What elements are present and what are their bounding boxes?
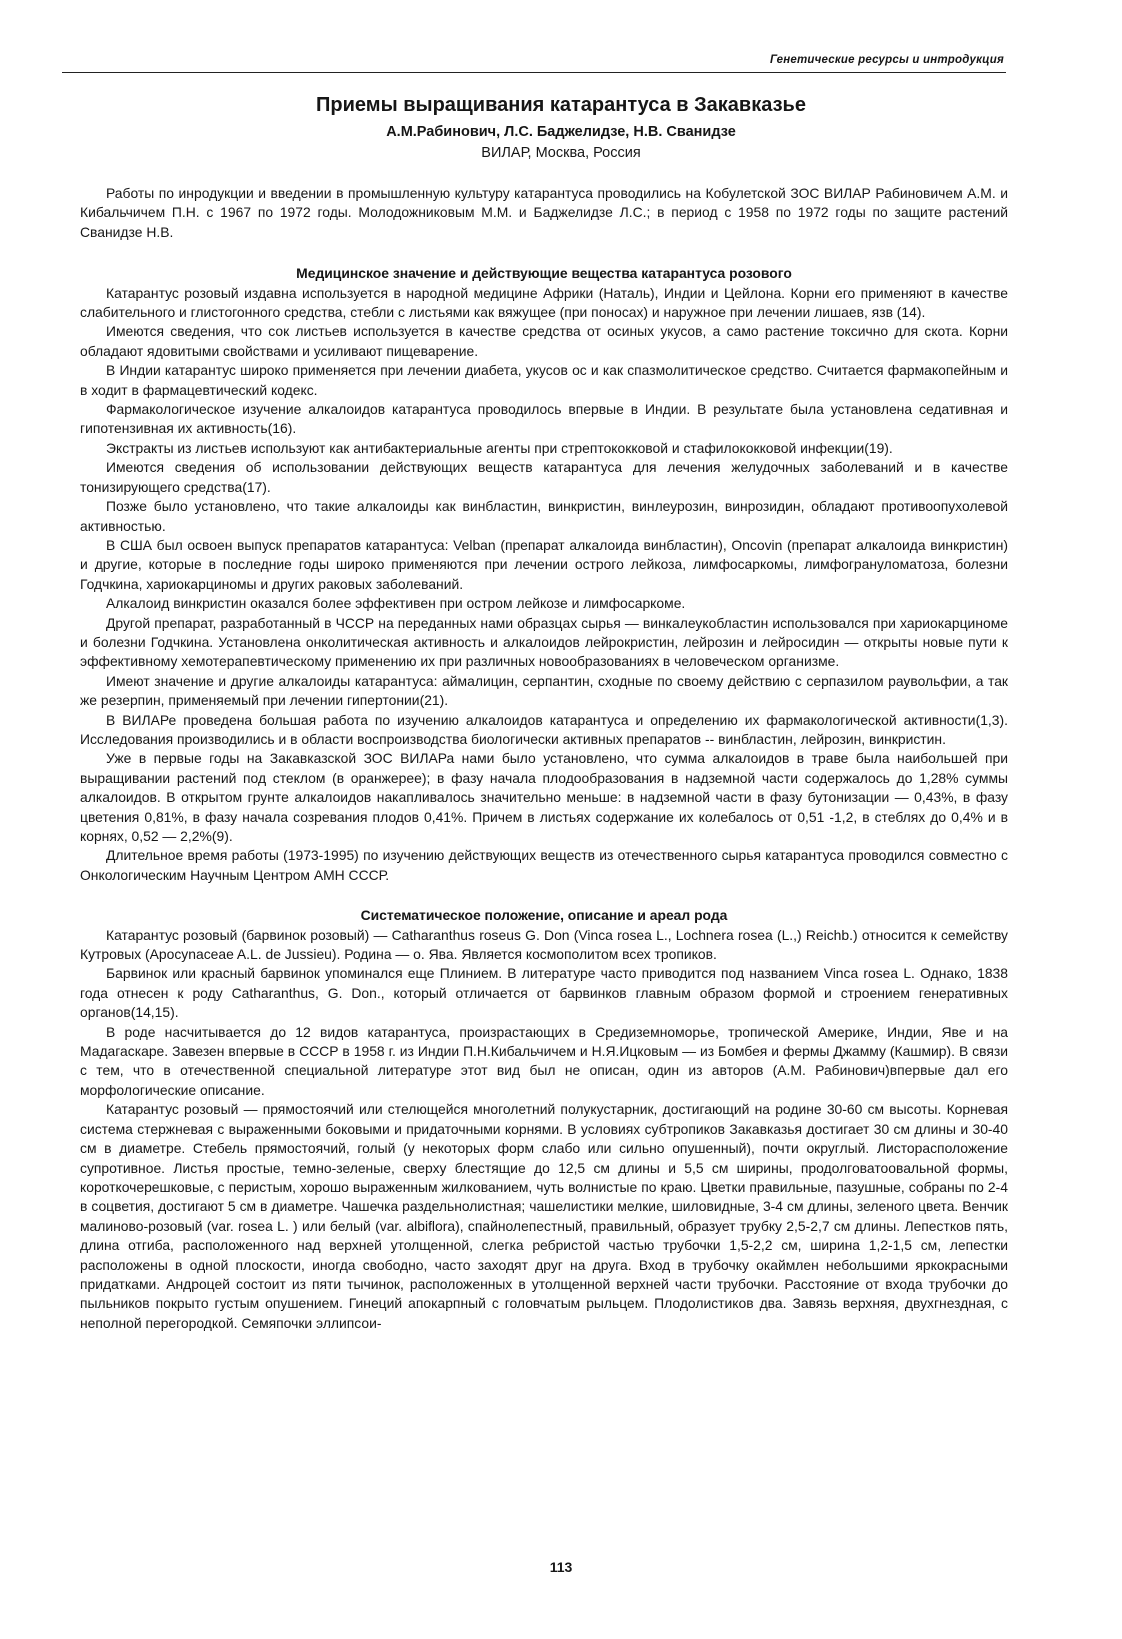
- article-body: [80, 184, 1008, 1333]
- paragraph: Барвинок или красный барвинок упоминался еще Плинием. В литературе часто приводится под названием Vinca rosea L. Однако, 1838 года отнесен к роду Catharanthus, G. Don., который отличается от барвинков главным образом формой и строением генеративных органов(14,15).: [80, 965, 1008, 1021]
- section-heading-medical: Медицинское значение и действующие вещества катарантуса розового: [296, 265, 792, 282]
- header-rule: [62, 72, 1006, 73]
- paragraph: Катарантус розовый (барвинок розовый) — Catharanthus roseus G. Don (Vinca rosea L., Lochnera rosea (L.,) Reichb.) относится к семейству Кутровых (Apocynaceae A.L. de Jussieu). Родина — о. Ява. Является космополитом всех тропиков.: [80, 926, 1008, 963]
- article-title: Приемы выращивания катарантуса в Закавказье: [316, 94, 806, 116]
- page-number: 113: [549, 1559, 573, 1575]
- paragraph: Экстракты из листьев используют как антибактериальные агенты при стрептококковой и стафилококковой инфекции(19).: [106, 439, 893, 456]
- paragraph: В США был освоен выпуск препаратов катарантуса: Velban (препарат алкалоида винбластин), Oncovin (препарат алкалоида винкристин) и другие, которые в последние годы широко применяются при лечении острого лейкоза, лимфосаркомы, лимфогрануломатоза, болезни Годчкина, хариокарциномы и других раковых заболеваний.: [80, 536, 1008, 592]
- paragraph: Имеют значение и другие алкалоиды катарантуса: аймалицин, серпантин, сходные по своему действию с серпазилом раувольфии, а так же резерпин, применяемый при лечении гипертонии(21).: [80, 672, 1008, 709]
- paragraph: Длительное время работы (1973-1995) по изучению действующих веществ из отечественного сырья катарантуса проводился совместно с Онкологическим Научным Центром АМН СССР.: [80, 847, 1008, 883]
- paragraph: В роде насчитывается до 12 видов катарантуса, произрастающих в Средиземноморье, тропической Америке, Индии, Яве и на Мадагаскаре. Завезен впервые в СССР в 1958 г. из Индии П.Н.Кибальчичем и Н.Я.Ицковым — из Бомбея и фермы Джамму (Кашмир). В связи с тем, что в отечественной специальной литературе этот вид был не описан, один из авторов (А.М. Рабинович)впервые дал его морфологические описание.: [80, 1023, 1008, 1098]
- paragraph: Позже было установлено, что такие алкалоиды как винбластин, винкристин, винлеурозин, винрозидин, обладают противоопухолевой активностью.: [80, 498, 1008, 534]
- paragraph: Катарантус розовый издавна используется в народной медицине Африки (Наталь), Индии и Цейлона. Корни его применяют в качестве слабительного и глистогонного средства, стебли с листьями как вяжущее (при поносах) и наружное при лечении лишаев, язв (14).: [80, 284, 1008, 321]
- intro-paragraph: Работы по инродукции и введении в промышленную культуру катарантуса проводились на Кобулетской ЗОС ВИЛАР Рабиновичем А.М. и Кибальчичем П.Н. с 1967 по 1972 годы. Молодожниковым М.М. и Баджелидзе Л.С.; в период с 1958 по 1972 годы по защите растений Сванидзе Н.В.: [80, 185, 1008, 240]
- paragraph: В Индии катарантус широко применяется при лечении диабета, укусов ос и как спазмолитическое средство. Считается фармакопейным и в ходит в фармацевтический кодекс.: [80, 362, 1008, 398]
- paragraph: Имеются сведения, что сок листьев используется в качестве средства от осиных укусов, а само растение токсично для скота. Корни обладают ядовитыми свойствами и усиливают пищеварение.: [80, 323, 1008, 359]
- paragraph: Имеются сведения об использовании действующих веществ катарантуса для лечения желудочных заболеваний и в качестве тонизирующего средства(17).: [80, 459, 1008, 495]
- article-affiliation: ВИЛАР, Москва, Россия: [481, 145, 641, 161]
- paragraph: В ВИЛАРе проведена большая работа по изучению алкалоидов катарантуса и определению их фармакологической активности(1,3). Исследования производились и в области воспроизводства биологически активных препаратов -- винбластин, лейрозин, винкристин.: [80, 711, 1008, 747]
- paragraph: Катарантус розовый — прямостоячий или стелющейся многолетний полукустарник, достигающий на родине 30-60 см высоты. Корневая система стержневая с выраженными боковыми и придаточными корнями. В условиях субтропиков Закавказья достигает 30 см длины и 30-40 см в диаметре. Стебель прямостоячий, голый (у некоторых форм слабо или сильно опушенный), почти округлый. Листорасположение супротивное. Листья простые, темно-зеленые, сверху блестящие до 12,5 см длины и 5,5 см ширины, продолговатоовальной формы, короткочерешковые, с перистым, хорошо выраженным жилкованием, чуть волнистые по краю. Цветки правильные, пазушные, собраны по 2-4 в соцветия, достигают 5 см в диаметре. Чашечка раздельнолистная; чашелистики мелкие, шиловидные, 3-4 см длины, зеленого цвета. Венчик малиново-розовый (var. rosea L. ) или белый (var. albiflora), спайнолепестный, правильный, образует трубку 2,5-2,7 см длины. Лепестков пять, длина отгиба, расположенного над верхней утолщенной, слегка ребристой частью трубочки 1,5-2,2 см, ширина 1,2-1,5 см, лепестки расположены в одной плоскости, иногда свободно, часто заходят друг на друга. Вход в трубочку окаймлен небольшими яркокрасными придатками. Андроцей состоит из пяти тычинок, расположенных в утолщенной верхней части трубочки. Расстояние от входа трубочки до пыльников покрыто густым опушением. Гинеций апокарпный с головчатым рыльцем. Плодолистиков два. Завязь верхняя, двухгнездная, с неполной перегородкой. Семяпочки эллипсои-: [80, 1101, 1008, 1331]
- section-heading-systematics: Систематическое положение, описание и ареал рода: [360, 907, 728, 924]
- paragraph: Другой препарат, разработанный в ЧССР на переданных нами образцах сырья — винкалеукобластин использовался при хариокарциноме и болезни Годчкина. Установлена онколитическая активность и алкалоидов лейрокристин, лейрозин и лейросидин — открыты новые пути к эффективному хемотерапевтическому применению их при различных новообразованиях в человеческом организме.: [80, 614, 1008, 670]
- paragraph: Уже в первые годы на Закавказской ЗОС ВИЛАРа нами было установлено, что сумма алкалоидов в траве была наибольшей при выращивании растений под стеклом (в оранжерее); в фазу начала плодообразования в надземной части содержалось до 1,28% суммы алкалоидов. В открытом грунте алкалоидов накапливалось значительно меньше: в надземной части в фазу бутонизации — 0,43%, в фазу цветения 0,81%, в фазу начала созревания плодов 0,41%. Причем в листьях содержание их колебалось от 0,51 -1,2, в стеблях до 0,4% и в корнях, 0,52 — 2,2%(9).: [80, 750, 1008, 844]
- paragraph: Алкалоид винкристин оказался более эффективен при остром лейкозе и лимфосаркоме.: [106, 595, 686, 612]
- paragraph: Фармакологическое изучение алкалоидов катарантуса проводилось впервые в Индии. В результате была установлена седативная и гипотензивная их активность(16).: [80, 401, 1008, 437]
- article-authors: А.М.Рабинович, Л.С. Баджелидзе, Н.В. Сванидзе: [386, 124, 736, 140]
- running-head: Генетические ресурсы и интродукция: [769, 54, 1004, 66]
